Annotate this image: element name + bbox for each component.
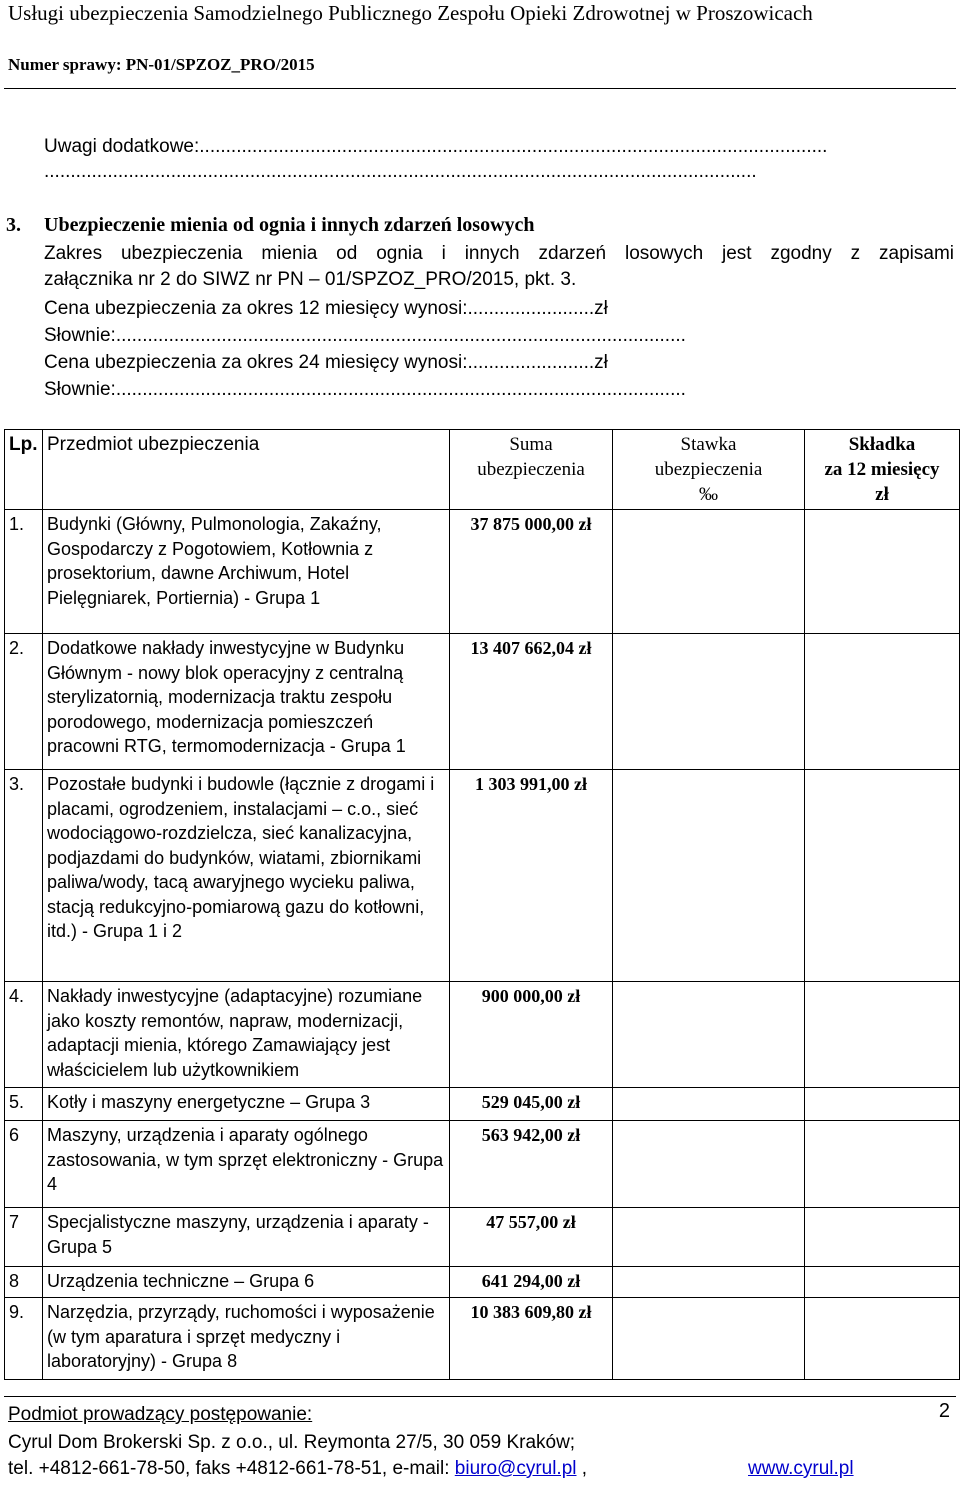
row-rate-cell[interactable] (613, 1088, 805, 1121)
row-sum: 10 383 609,80 zł (450, 1298, 613, 1380)
row-sum: 37 875 000,00 zł (450, 510, 613, 634)
row-premium-cell[interactable] (805, 770, 960, 982)
row-rate-cell[interactable] (613, 982, 805, 1088)
row-description: Maszyny, urządzenia i aparaty ogólnego zastosowania, w tym sprzęt elektroniczny - Grupa 4 (43, 1121, 450, 1208)
header-lp: Lp. (5, 430, 43, 510)
row-lp: 1. (5, 510, 43, 634)
table-row (5, 1267, 960, 1298)
table-row (5, 1208, 960, 1267)
row-premium-cell[interactable] (805, 510, 960, 634)
footer-phone-fax: tel. +4812-661-78-50, faks +4812-661-78-51, e-mail: (8, 1458, 455, 1479)
insurance-items-table (4, 429, 960, 1380)
row-description: Narzędzia, przyrządy, ruchomości i wyposażenie (w tym aparatura i sprzęt medyczny i laboratoryjny) - Grupa 8 (43, 1298, 450, 1380)
notes-line-1: Uwagi dodatkowe:....................................................................................................................... (44, 136, 828, 157)
row-lp: 9. (5, 1298, 43, 1380)
row-lp: 2. (5, 634, 43, 770)
row-lp: 5. (5, 1088, 43, 1121)
footer-company: Cyrul Dom Brokerski Sp. z o.o., ul. Reymonta 27/5, 30 059 Kraków; (8, 1432, 576, 1453)
row-description: Specjalistyczne maszyny, urządzenia i aparaty - Grupa 5 (43, 1208, 450, 1267)
row-premium-cell[interactable] (805, 1267, 960, 1298)
footer-website-link[interactable]: www.cyrul.pl (748, 1458, 854, 1479)
row-premium-cell[interactable] (805, 1088, 960, 1121)
row-description: Budynki (Główny, Pulmonologia, Zakaźny, Gospodarczy z Pogotowiem, Kotłownia z prosektorium, dawne Archiwum, Hotel Pielęgniarek, Portiernia) - Grupa 1 (43, 510, 450, 634)
table-header-row (5, 430, 960, 510)
table-row (5, 1121, 960, 1208)
row-sum: 563 942,00 zł (450, 1121, 613, 1208)
header-sum: Suma ubezpieczenia (450, 430, 613, 510)
row-sum: 13 407 662,04 zł (450, 634, 613, 770)
price-24-months: Cena ubezpieczenia za okres 24 miesięcy wynosi:........................zł (44, 352, 608, 373)
row-lp: 7 (5, 1208, 43, 1267)
header-rate: Stawka ubezpieczenia ‰ (613, 430, 805, 510)
row-description: Pozostałe budynki i budowle (łącznie z drogami i placami, ogrodzeniem, instalacjami – c.o., sieć wodociągowo-rozdzielcza, sieć kanalizacyjna, podjazdami do budynków, wiatami, zbiornikami paliwa/wody, tacą awaryjnego wycieku paliwa, stacją redukcyjno-pomiarową gazu do kotłowni, itd.) - Grupa 1 i 2 (43, 770, 450, 982)
footer-label: Podmiot prowadzący postępowanie: (8, 1404, 313, 1425)
price-12-months: Cena ubezpieczenia za okres 12 miesięcy wynosi:........................zł (44, 298, 608, 319)
row-description: Urządzenia techniczne – Grupa 6 (43, 1267, 450, 1298)
table-row (5, 982, 960, 1088)
table-row (5, 770, 960, 982)
row-rate-cell[interactable] (613, 510, 805, 634)
row-premium-cell[interactable] (805, 1208, 960, 1267)
footer-divider (4, 1396, 956, 1397)
row-rate-cell[interactable] (613, 1208, 805, 1267)
footer-separator: , (576, 1458, 588, 1479)
row-sum: 900 000,00 zł (450, 982, 613, 1088)
row-premium-cell[interactable] (805, 634, 960, 770)
table-row (5, 1298, 960, 1380)
row-description: Dodatkowe nakłady inwestycyjne w Budynku Głównym - nowy blok operacyjny z centralną sterylizatornią, modernizacja traktu zespołu porodowego, modernizacja pomieszczeń pracowni RTG, termomodernizacja - Grupa 1 (43, 634, 450, 770)
header-subject: Przedmiot ubezpieczenia (43, 430, 450, 510)
header-premium: Składka za 12 miesięcy zł (805, 430, 960, 510)
row-premium-cell[interactable] (805, 1121, 960, 1208)
row-lp: 4. (5, 982, 43, 1088)
row-rate-cell[interactable] (613, 634, 805, 770)
table-row (5, 510, 960, 634)
row-lp: 3. (5, 770, 43, 982)
row-description: Kotły i maszyny energetyczne – Grupa 3 (43, 1088, 450, 1121)
case-number: Numer sprawy: PN-01/SPZOZ_PRO/2015 (8, 55, 315, 74)
document-header-title: Usługi ubezpieczenia Samodzielnego Publicznego Zespołu Opieki Zdrowotnej w Proszowicach (8, 1, 813, 25)
row-rate-cell[interactable] (613, 1121, 805, 1208)
section-title: Ubezpieczenie mienia od ognia i innych zdarzeń losowych (44, 214, 535, 236)
table-row (5, 634, 960, 770)
row-sum: 47 557,00 zł (450, 1208, 613, 1267)
row-rate-cell[interactable] (613, 1298, 805, 1380)
page-number: 2 (938, 1400, 950, 1422)
notes-line-2: ....................................................................................................................................... (44, 161, 757, 182)
row-premium-cell[interactable] (805, 982, 960, 1088)
section-number: 3. (6, 214, 21, 236)
row-premium-cell[interactable] (805, 1298, 960, 1380)
table-row (5, 1088, 960, 1121)
price-12-words: Słownie:............................................................................................................ (44, 325, 686, 346)
row-lp: 6 (5, 1121, 43, 1208)
row-rate-cell[interactable] (613, 770, 805, 982)
row-lp: 8 (5, 1267, 43, 1298)
header-divider (4, 88, 956, 89)
footer-contact (8, 1458, 587, 1480)
scope-line-2: załącznika nr 2 do SIWZ nr PN – 01/SPZOZ_PRO/2015, pkt. 3. (44, 269, 577, 290)
row-sum: 529 045,00 zł (450, 1088, 613, 1121)
scope-line-1: Zakres ubezpieczenia mienia od ognia i innych zdarzeń losowych jest zgodny z zapisami (44, 243, 954, 264)
row-description: Nakłady inwestycyjne (adaptacyjne) rozumiane jako koszty remontów, napraw, modernizacji, adaptacji mienia, którego Zamawiający jest właścicielem lub użytkownikiem (43, 982, 450, 1088)
row-sum: 1 303 991,00 zł (450, 770, 613, 982)
row-rate-cell[interactable] (613, 1267, 805, 1298)
row-sum: 641 294,00 zł (450, 1267, 613, 1298)
footer-email-link[interactable]: biuro@cyrul.pl (454, 1458, 577, 1479)
price-24-words: Słownie:............................................................................................................ (44, 379, 686, 400)
